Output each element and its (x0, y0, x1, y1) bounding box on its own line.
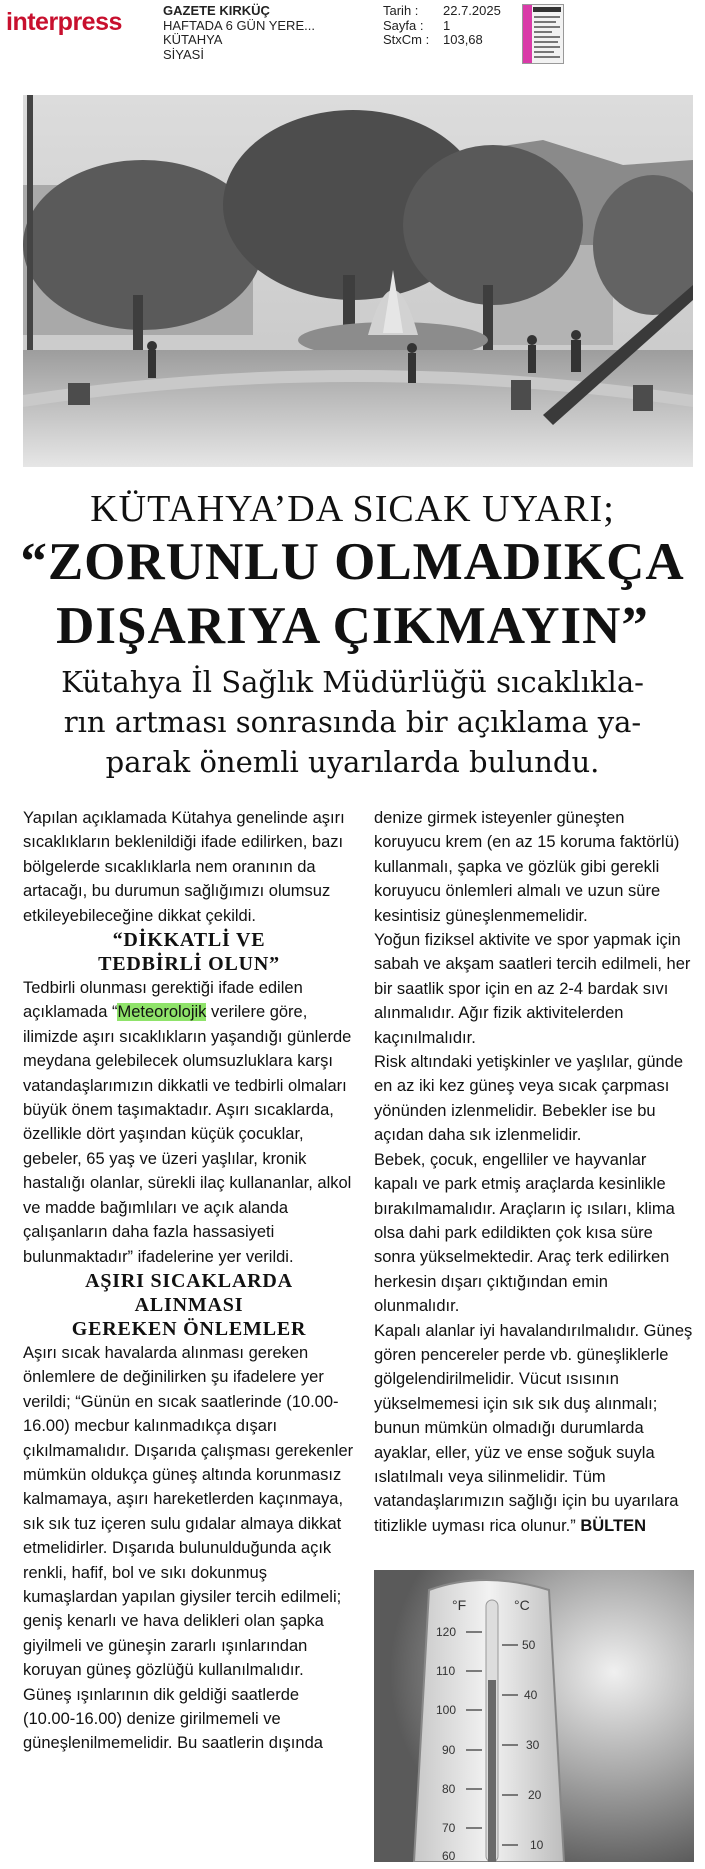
text-span: Tedbirli olunması gerektiği ifade edilen açıklamada “ (23, 979, 303, 1022)
f-tick: 90 (442, 1743, 456, 1757)
clipping-source (163, 4, 315, 62)
subheading-line: GEREKEN ÖNLEMLER (71, 1317, 307, 1340)
city-square-photo (23, 95, 693, 467)
subheading-dikkatli (23, 928, 355, 976)
page-thumbnail[interactable] (522, 4, 564, 64)
highlighted-term: Meteorolojik (117, 1003, 207, 1022)
date-value: 22.7.2025 (443, 3, 501, 18)
publication-frequency: HAFTADA 6 GÜN YERE... (163, 17, 315, 33)
paragraph-tedbir (23, 976, 355, 1269)
f-tick: 60 (442, 1849, 456, 1862)
article-headline (0, 530, 705, 658)
article-kicker: KÜTAHYA’DA SICAK UYARI; (90, 488, 615, 530)
paragraph-precautions: Aşırı sıcak havalarda alınması gereken önlemlere de değinilirken şu ifadelere yer verildi; “Günün en sıcak saatlerinde (10.00-16.00) mecbur kalınmadıkça dışarı çıkılmamalıdır. Dışarıda çalışması gerekenler mümkün oldukça güneş altında korunmasız kalmamaya, aşırı hareketlerden kaçınmaya, sık sık tuz içeren sulu gıdalar almaya dikkat etmelidirler. Dışarıda bulunulduğunda açık renkli, hafif, bol ve sıkı dokunmuş kumaşlardan yapılan giysiler tercih edilmeli; geniş kenarlı ve hava delikleri olan şapka giyilmeli ve güneşin zararlı ışınlarından koruyan güneş gözlüğü kullanılmalıdır. (23, 1343, 354, 1680)
area-value: 103,68 (443, 32, 483, 47)
paragraph-risk-groups: Risk altındaki yetişkinler ve yaşlılar, günde en az iki kez güneş veya sıcak çarpması yönünden izlenmelidir. Bebekler ise bu açıdan daha sık izlenmelidir. (374, 1053, 684, 1145)
thermometer-photo (374, 1570, 694, 1862)
subheading-onlemler (23, 1269, 355, 1341)
publication-city: KÜTAHYA (163, 32, 223, 47)
article-column-2 (374, 806, 694, 1538)
c-tick: 40 (524, 1688, 538, 1702)
f-tick: 120 (436, 1625, 457, 1639)
paragraph-activity: Yoğun fiziksel aktivite ve spor yapmak için sabah ve akşam saatleri tercih edilmeli, her bir saatlik spor için en az 2-4 bardak sıvı alınmalıdır. Ağır fizik aktivitelerden kaçınılmalıdır. (374, 931, 691, 1047)
deck-line-1: Kütahya İl Sağlık Müdürlüğü sıcaklıkla- (61, 665, 644, 699)
paragraph-ventilation (374, 1319, 694, 1539)
f-tick: 110 (436, 1664, 456, 1678)
headline-line-1: “ZORUNLU OLMADIKÇA (20, 533, 685, 591)
page-label: Sayfa : (383, 17, 424, 33)
f-tick: 100 (436, 1703, 457, 1717)
clipping-details (383, 4, 501, 48)
interpress-logo: interpress (6, 8, 122, 36)
publication-name: GAZETE KIRKÜÇ (163, 3, 270, 18)
subheading-line: AŞIRI SICAKLARDA (85, 1269, 293, 1292)
publication-category: SİYASİ (163, 46, 204, 62)
page-value: 1 (443, 17, 451, 33)
paragraph-sunscreen: denize girmek isteyenler güneşten koruyucu krem (en az 15 koruma faktörlü) kullanmalı, şapka ve gözlük gibi gerekli koruyucu önlemleri almalı ve uzun süre kesintisiz güneşlenmemelidir. (374, 809, 680, 925)
subheading-line: “DİKKATLİ VE (112, 929, 266, 952)
deck-line-3: parak önemli uyarılarda bulundu. (105, 745, 600, 779)
paragraph-vehicles: Bebek, çocuk, engelliler ve hayvanlar kapalı ve park etmiş araçlarda kesinlikle bırakılmamalıdır. Araçların iç ısıları, klima olsa dahi park edildikten çok kısa süre sonra yükselmektedir. Araç terk edilirken herkesin dışarı çıktığından emin olunmalıdır. (374, 1150, 675, 1316)
fahrenheit-unit: °F (452, 1597, 467, 1613)
f-tick: 70 (442, 1821, 456, 1835)
c-tick: 10 (530, 1838, 544, 1852)
byline-signature: BÜLTEN (580, 1516, 647, 1535)
f-tick: 80 (442, 1782, 456, 1796)
article-deck (20, 662, 685, 782)
date-label: Tarih : (383, 3, 419, 18)
c-tick: 30 (526, 1738, 540, 1752)
celsius-unit: °C (514, 1597, 530, 1613)
headline-line-2: DIŞARIYA ÇIKMAYIN” (56, 597, 649, 655)
text-span: Kapalı alanlar iyi havalandırılmalıdır. Güneş gören pencereler perde vb. güneşliklerle gölgelendirilmelidir. Vücut ısısının yükselmemesi için sık sık duş alınmalı; bunun mümkün olmadığı durumlarda ayaklar, eller, yüz ve ense soğuk suyla ıslatılmalı veya silinmelidir. Tüm vatandaşlarımızın sağlığı için bu uyarılara titizlikle uyması rica olunur.” (374, 1321, 693, 1535)
c-tick: 50 (522, 1638, 536, 1652)
paragraph-sun-hours: Güneş ışınlarının dik geldiği saatlerde (10.00-16.00) denize girilmemeli ve güneşlenilmemelidir. Bu saatlerin dışında (23, 1685, 323, 1753)
article-column-1 (23, 806, 355, 1756)
text-span: verilere göre, ilimizde aşırı sıcaklıkların yaşandığı günlerde meydana gelebilecek olumsuzluklara karşı vatandaşlarımızın dikkatli ve tedbirli olmaları büyük önem taşımaktadır. Aşırı sıcaklarda, özellikle dört yaşından küçük çocuklar, gebeler, 65 yaş ve üzeri yaşlılar, kronik hastalığı olanlar, sürekli ilaç kullananlar, alkol ve madde bağımlıları ve açık alanda çalışanların daha fazla hassasiyeti bulunmaktadır” ifadelerine yer verildi. (23, 1003, 352, 1266)
c-tick: 20 (528, 1788, 542, 1802)
subheading-line: TEDBİRLİ OLUN” (98, 953, 280, 976)
subheading-line: ALINMASI (134, 1293, 244, 1316)
paragraph-intro: Yapılan açıklamada Kütahya genelinde aşırı sıcaklıkların beklenildiği ifade edilirken, bazı bölgelerde sıcaklıklarla nem oranının da artacağı, bu durumun sağlığımızı olumsuz etkileyebileceğine dikkat çekildi. (23, 809, 345, 925)
deck-line-2: rın artması sonrasında bir açıklama ya- (63, 705, 642, 739)
area-label: StxCm : (383, 32, 430, 47)
